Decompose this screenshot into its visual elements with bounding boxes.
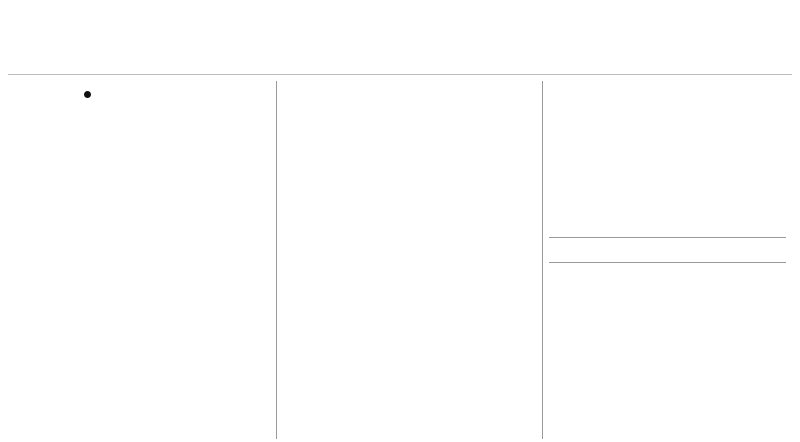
text-line: [283, 119, 536, 138]
text-line: [283, 385, 536, 404]
text-line: [14, 337, 270, 356]
text-line: [14, 223, 270, 242]
text-line: [14, 356, 270, 375]
text-line: [283, 138, 536, 157]
byline: [14, 81, 270, 107]
text-line: [283, 252, 536, 271]
text-line: [283, 81, 536, 100]
text-line: [549, 400, 786, 419]
text-line: [283, 214, 536, 233]
text-line: [549, 267, 786, 286]
text-line: [549, 343, 786, 362]
text-line: [549, 119, 786, 138]
text-line: [549, 195, 786, 214]
text-line: [14, 299, 270, 318]
text-line: [283, 100, 536, 119]
text-line: [549, 157, 786, 176]
text-line: [14, 318, 270, 337]
text-line: [14, 147, 270, 166]
article-body: [8, 81, 792, 439]
text-line: [14, 280, 270, 299]
text-line: [14, 109, 270, 128]
text-line: [283, 290, 536, 309]
text-line: [14, 242, 270, 261]
text-line: [14, 204, 270, 223]
text-line: [549, 176, 786, 195]
text-line: [549, 381, 786, 400]
text-line: [283, 328, 536, 347]
subheading: [549, 237, 786, 263]
text-line: [14, 185, 270, 204]
text-line: [549, 419, 786, 438]
text-line: [283, 157, 536, 176]
bullet-icon: [84, 91, 91, 98]
column-3: [542, 81, 792, 439]
text-line: [283, 366, 536, 385]
text-line: [283, 271, 536, 290]
text-line: [283, 195, 536, 214]
text-line: [549, 324, 786, 343]
text-line: [283, 176, 536, 195]
text-line: [549, 286, 786, 305]
text-line: [283, 309, 536, 328]
text-line: [283, 233, 536, 252]
text-line: [549, 362, 786, 381]
text-line: [14, 166, 270, 185]
text-line: [283, 404, 536, 423]
text-line: [283, 347, 536, 366]
column-2: [276, 81, 542, 439]
text-line: [14, 375, 270, 394]
text-line: [549, 100, 786, 119]
text-line: [14, 394, 270, 413]
text-line: [14, 261, 270, 280]
column-1: [8, 81, 276, 439]
text-line: [549, 214, 786, 233]
text-line: [14, 128, 270, 147]
text-line: [14, 413, 270, 432]
text-line: [549, 305, 786, 324]
headline: [8, 4, 792, 75]
text-line: [549, 81, 786, 100]
text-line: [283, 423, 536, 439]
text-line: [549, 138, 786, 157]
